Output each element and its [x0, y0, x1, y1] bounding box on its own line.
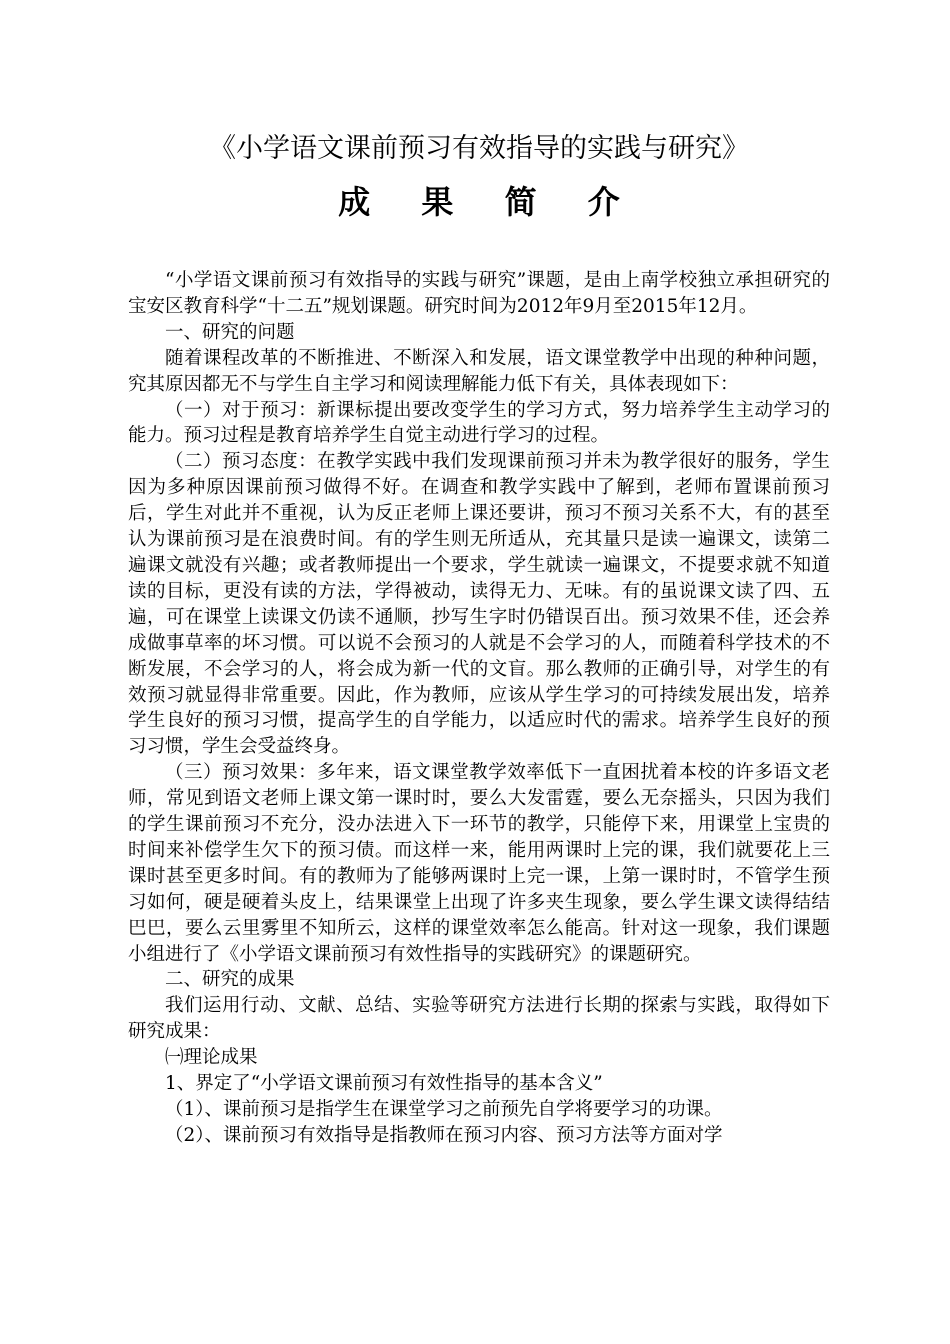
intro-paragraph: “小学语文课前预习有效指导的实践与研究”课题，是由上南学校独立承担研究的宝安区教育科学“十二五”规划课题。研究时间为2012年9月至2015年12月。	[128, 270, 830, 317]
document-subtitle: 成 果 简 介	[338, 183, 640, 221]
body-paragraph: （1）、课前预习是指学生在课堂学习之前预先自学将要学习的功课。	[165, 1099, 723, 1120]
body-paragraph: （2）、课前预习有效指导是指教师在预习内容、预习方法等方面对学	[165, 1124, 723, 1146]
body-paragraph: （三）预习效果：多年来，语文课堂教学效率低下一直困扰着本校的许多语文老师，常见到语文老师上课文第一课时时，要么大发雷霆，要么无奈摇头，只因为我们的学生课前预习不充分，没办法进入下一环节的教学，只能停下来，用课堂上宝贵的时间来补偿学生欠下的预习债。而这样一来，能用两课时上完的课，我们就要花上三课时甚至更多时间。有的教师为了能够两课时上完一课，上第一课时时，不管学生预习如何，硬是硬着头皮上，结果课堂上出现了许多夹生现象，要么学生课文读得结结巴巴，要么云里雾里不知所云，这样的课堂效率怎么能高。针对这一现象，我们课题小组进行了《小学语文课前预习有效性指导的实践研究》的课题研究。	[128, 762, 830, 965]
body-paragraph: （二）预习态度：在教学实践中我们发现课前预习并未为教学很好的服务，学生因为多种原因课前预习做得不好。在调查和教学实践中了解到，老师布置课前预习后，学生对此并不重视，认为反正老师上课还要讲，预习不预习关系不大，有的甚至认为课前预习是在浪费时间。有的学生则无所适从，充其量只是读一遍课文，读第二遍课文就没有兴趣；或者教师提出一个要求，学生就读一遍课文，不提要求就不知道读的目标，更没有读的方法，学得被动，读得无力、无味。有的虽说课文读了四、五遍，可在课堂上读课文仍读不通顺，抄写生字时仍错误百出。预习效果不佳，还会养成做事草率的坏习惯。可以说不会预习的人就是不会学习的人，而随着科学技术的不断发展，不会学习的人，将会成为新一代的文盲。那么教师的正确引导，对学生的有效预习就显得非常重要。因此，作为教师，应该从学生学习的可持续发展出发，培养学生良好的预习习惯，提高学生的自学能力，以适应时代的需求。培养学生良好的预习习惯，学生会受益终身。	[128, 451, 830, 758]
body-paragraph: 随着课程改革的不断推进、不断深入和发展，语文课堂教学中出现的种种问题，究其原因都无不与学生自主学习和阅读理解能力低下有关，具体表现如下：	[128, 347, 830, 395]
body-paragraph: 1、界定了“小学语文课前预习有效性指导的基本含义”	[165, 1073, 603, 1095]
document-title: 《小学语文课前预习有效指导的实践与研究》	[209, 133, 749, 164]
body-paragraph: 我们运用行动、文献、总结、实验等研究方法进行长期的探索与实践，取得如下研究成果：	[128, 995, 830, 1043]
body-paragraph: （一）对于预习：新课标提出要改变学生的学习方式，努力培养学生主动学习的能力。预习过程是教育培养学生自觉主动进行学习的过程。	[128, 399, 830, 447]
section-heading-research-results: 二、研究的成果	[165, 969, 295, 991]
subsection-heading-theory: ㈠理论成果	[165, 1047, 258, 1069]
section-heading-research-problem: 一、研究的问题	[165, 321, 295, 343]
document-body	[128, 268, 830, 1149]
